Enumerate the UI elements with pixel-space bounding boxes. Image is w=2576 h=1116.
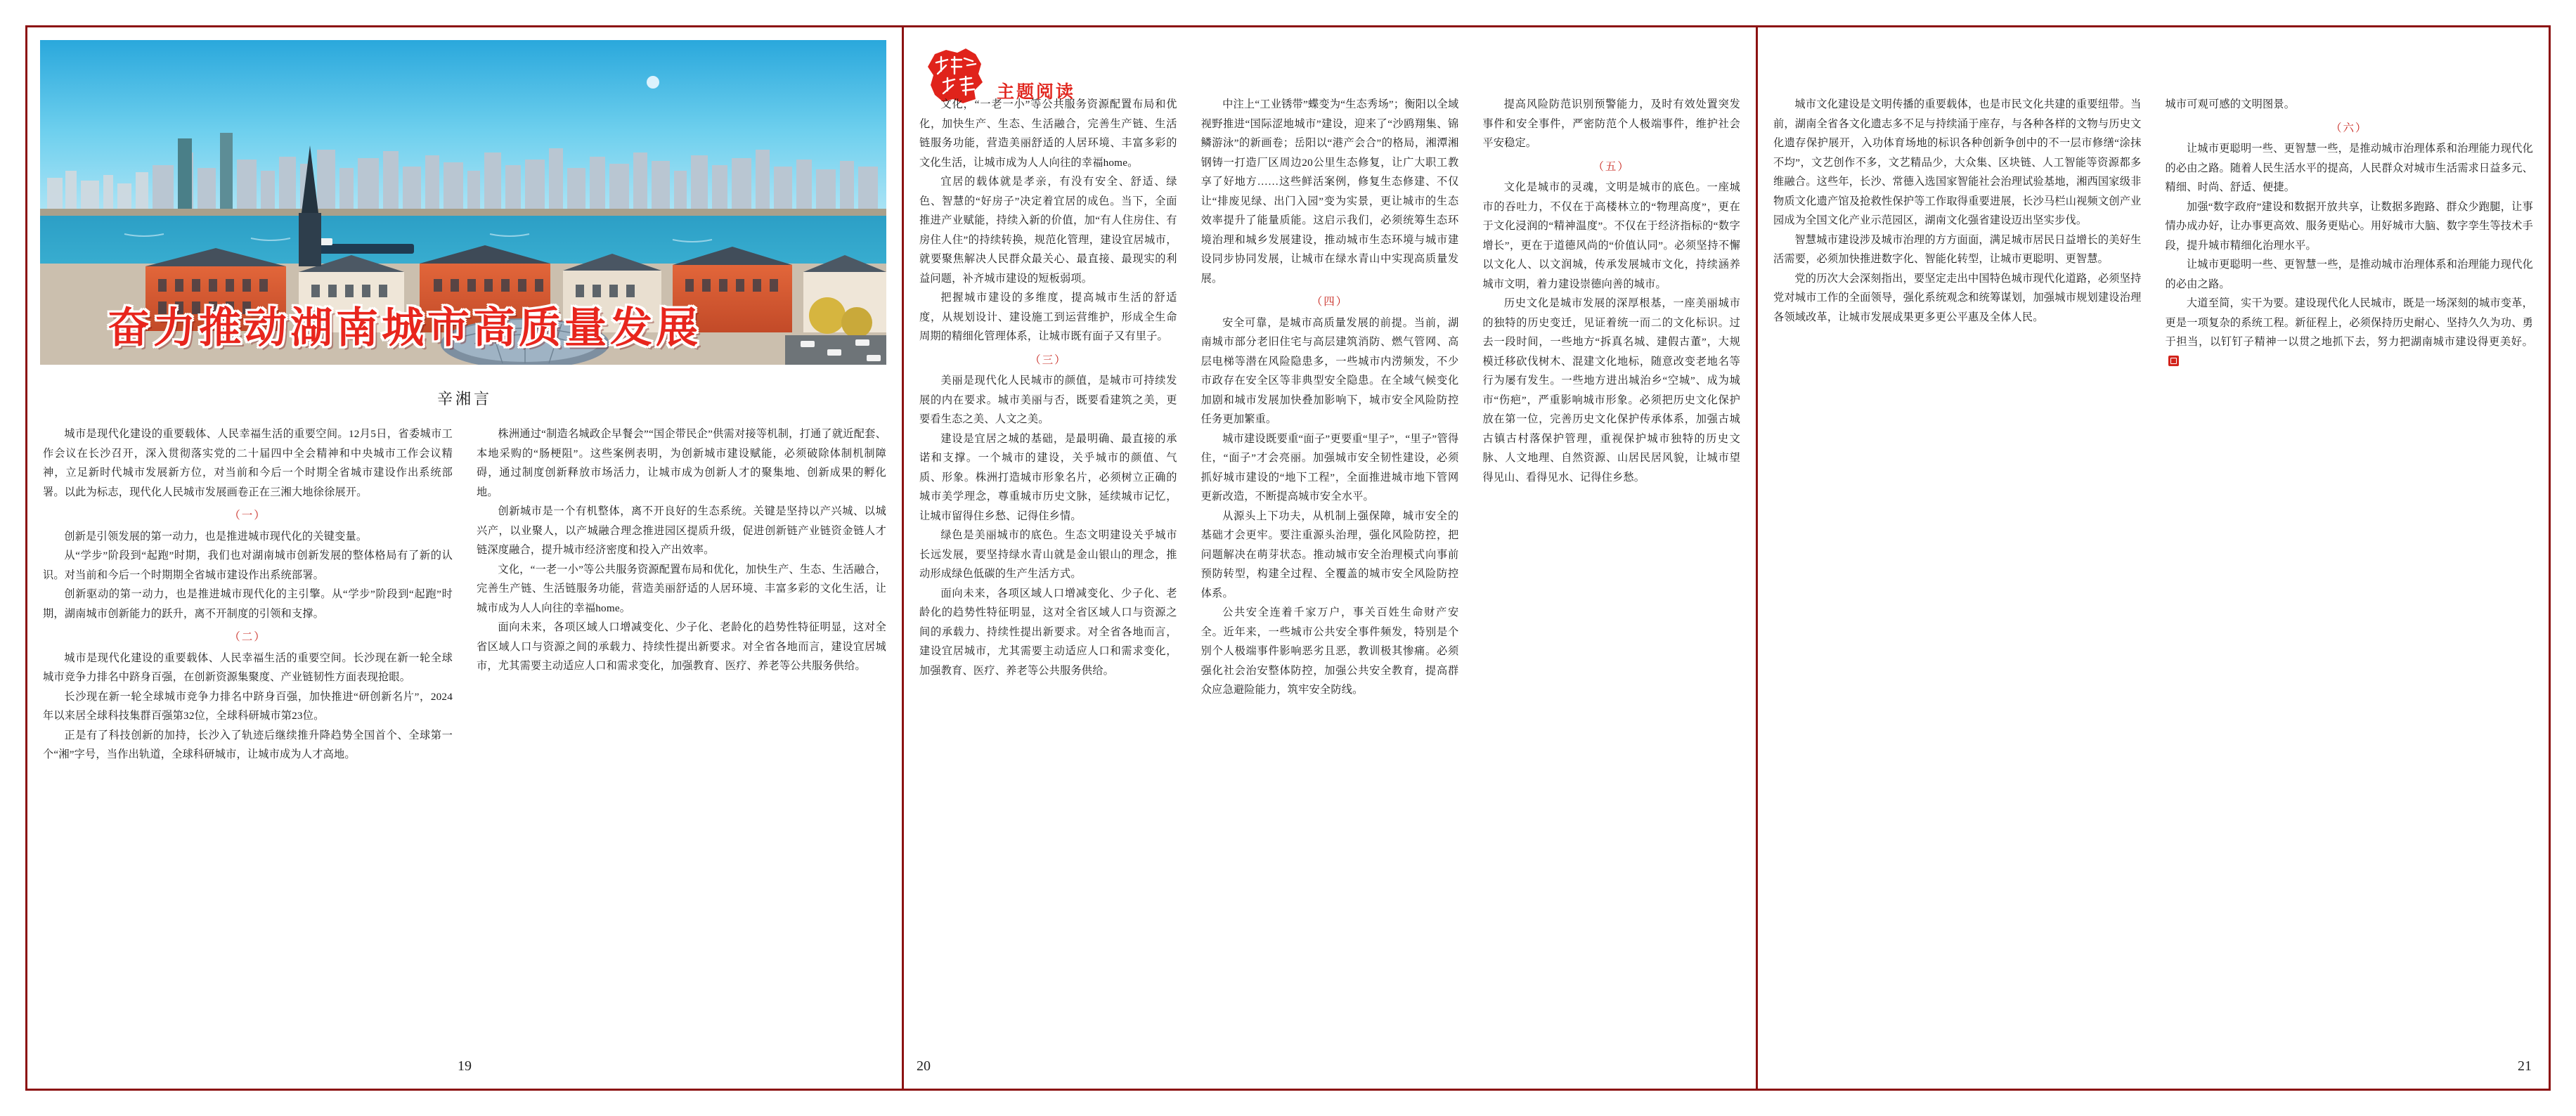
paragraph: 城市可观可感的文明图景。: [2165, 98, 2296, 110]
paragraph: 中注上“工业锈带”蝶变为“生态秀场”；衡阳以全域视野推进“国际涩地城市”建设，迎来了“沙鸥翔集、锦鳞游泳”的新画卷；岳阳以“港产会合”的格局，湘潭湘钢铸一打造厂区周边20公里生态修复，让广大职工教享了好地方……这些鲜活案例，修复生态修建、不仅让“排废见绿、出门入园”变为实景，更让城市的生态效率提升了能量质能。这启示我们，必须统筹生态环境治理和城乡发展建设，推动城市生态环境与城市建设同步协同发展，让城市在绿水青山中实现高质量发展。: [1200, 98, 1459, 285]
paragraph: 创新是引领发展的第一动力，也是推进城市现代化的关键变量。: [64, 530, 368, 543]
page-right-inner: [1758, 27, 2549, 1089]
paragraph: 文化是城市的灵魂，文明是城市的底色。一座城市的吞吐力，不仅在于高楼林立的“物理高度”，更在于文化浸润的“精神温度”。不仅在于经济指标的“数字增长”，更在于道德风尚的“价值认同”。必须坚持不懈以文化人、以文润城，传承发展城市文化，持续涵养城市文明，着力建设崇德向善的城市。: [1482, 181, 1741, 290]
page-middle: [904, 25, 1758, 1091]
paragraph: 文化，“一老一小”等公共服务资源配置布局和优化，加快生产、生态、生活融合，完善生产链、生活链服务功能，营造美丽舒适的人居环境、丰富多彩的文化生活，让城市成为人人向往的幸福home。: [919, 98, 1177, 169]
hero-photo: [40, 40, 886, 365]
paragraph: 智慧城市建设涉及城市治理的方方面面，满足城市居民日益增长的美好生活需要，必须加快推进数字化、智能化转型，让城市更聪明、更智慧。: [1773, 233, 2142, 265]
end-of-article-icon: [2168, 356, 2179, 366]
folio-right: 21: [2518, 1058, 2532, 1074]
column: [477, 424, 886, 1038]
paragraph: 面向未来，各项区域人口增减变化、少子化、老龄化的趋势性特征明显，这对全省区域人口与资源之间的承载力、持续性提出新要求。对全省各地而言，建设宜居城市，尤其需要主动适应人口和需求变化，加强教育、医疗、养老等公共服务供给。: [477, 621, 886, 672]
paragraph: 城市建设既要重“面子”更要重“里子”，“里子”管得住，“面子”才会亮丽。加强城市安全韧性建设，必须抓好城市建设的“地下工程”，全面推进城市地下管网更新改造，不断提高城市安全水平。: [1200, 432, 1459, 502]
page-left-inner: [27, 27, 902, 1089]
paragraph: 美丽是现代化人民城市的颜值，是城市可持续发展的内在要求。城市美丽与否，既要看建筑之美，更要看生态之美、人文之美。: [919, 375, 1177, 425]
page-left: [25, 25, 904, 1091]
column: [2166, 95, 2534, 1038]
paragraph: 城市是现代化建设的重要载体、人民幸福生活的重要空间。长沙现在新一轮全球城市竞争力排名中跻身百强，在创新资源集聚度、产业链韧性方面表现抢眼。: [43, 651, 453, 683]
paragraph: 提高风险防范识别预警能力，及时有效处置突发事件和安全事件，严密防范个人极端事件，维护社会平安稳定。: [1482, 98, 1741, 149]
paragraph: 创新城市是一个有机整体，离不开良好的生态系统。关键是坚持以产兴城、以城兴产，以业聚人，以产城融合理念推进园区提质升级，促进创新链产业链资金链人才链深度融合，提升城市经济密度和投入产出效率。: [477, 505, 886, 556]
column: [1201, 95, 1459, 1038]
folio-left: 19: [458, 1058, 472, 1074]
page-right: [1758, 25, 2551, 1091]
paragraph: 长沙现在新一轮全球城市竞争力排名中跻身百强，加快推进“研创新名片”，2024年以来居全球科技集群百强第32位，全球科研城市第23位。: [43, 690, 453, 722]
paragraph: 安全可靠，是城市高质量发展的前提。当前，湖南城市部分老旧住宅与高层建筑消防、燃气管网、高层电梯等潜在风险隐患多，一些城市内涝频发，不少市政存在安全区等非典型安全隐患。在全域气候变化加剧和城市发展加快叠加影响下，城市安全风险防控任务更加繁重。: [1200, 316, 1459, 425]
paragraph: 让城市更聪明一些、更智慧一些，是推动城市治理体系和治理能力现代化的必由之路。随着人民生活水平的提高，人民群众对城市生活需求日益多元、精细、时尚、舒适、便捷。: [2165, 143, 2533, 193]
paragraph: 文化，“一老一小”等公共服务资源配置布局和优化，加快生产、生态、生活融合，完善生产链、生活链服务功能，营造美丽舒适的人居环境、丰富多彩的文化生活，让城市成为人人向往的幸福home。: [477, 563, 886, 614]
paragraph: 创新驱动的第一动力，也是推进城市现代化的主引擎。从“学步”阶段到“起跑”时期，湖南城市创新能力的跃升，离不开制度的引领和支撑。: [43, 588, 453, 620]
article-byline: 辛湘言: [436, 390, 492, 408]
paragraph: 加强“数字政府”建设和数据开放共享，让数据多跑路、群众少跑腿，让事情办成办好，让办事更高效、服务更贴心。用好城市大脑、数字孪生等技术手段，提升城市精细化治理水平。: [2165, 200, 2533, 252]
section-heading: （四）: [1311, 296, 1349, 308]
paragraph: 从源头上下功夫，从机制上强保障，城市安全的基础才会更牢。要注重源头治理，强化风险防控，把问题解决在萌芽状态。推动城市安全治理模式向事前预防转型，构建全过程、全覆盖的城市安全风险防控体系。: [1200, 510, 1459, 599]
section-label: 主题阅读: [997, 82, 1076, 102]
middle-page-columns: [919, 95, 1740, 1038]
section-heading: （六）: [2330, 122, 2368, 134]
paragraph: 从“学步”阶段到“起跑”时期，我们也对湖南城市创新发展的整体格局有了新的认识。对当前和今后一个时期期全省城市建设作出系统部署。: [43, 550, 453, 581]
section-heading: （五）: [1593, 160, 1630, 173]
paragraph: 历史文化是城市发展的深厚根基，一座美丽城市的独特的历史变迁，见证着统一而二的文化标识。过去一段时间，一些地方“拆真名城、建假古董”，大规模迁移砍伐树木、混建文化地标，随意改变老地名等行为屡有发生。一些地方进出城治乡“空城”、成为城市“伤疤”，严重影响城市形象。必须把历史文化保护放在第一位，完善历史文化保护传承体系，加强古城古镇古村落保护管理，重视保护城市独特的历史文脉、人文地理、自然资源、山居民居风貌，让城市望得见山、看得见水、记得住乡愁。: [1482, 297, 1741, 484]
section-heading: （三）: [1030, 353, 1067, 366]
paragraph: 绿色是美丽城市的底色。生态文明建设关乎城市长远发展，要坚持绿水青山就是金山银山的理念，推动形成绿色低碳的生产生活方式。: [919, 529, 1177, 580]
paragraph: 城市是现代化建设的重要载体、人民幸福生活的重要空间。12月5日，省委城市工作会议在长沙召开，深入贯彻落实党的二十届四中全会精神和中央城市工作会议精神，立足新时代城市发展新方位，对当前和今后一个时期全省城市建设作出系统部署。以此为标志，现代化人民城市发展画卷正在三湘大地徐徐展开。: [43, 428, 453, 498]
section-heading: （一）: [229, 510, 266, 521]
section-heading: （二）: [229, 631, 266, 643]
paragraph: 面向未来，各项区域人口增减变化、少子化、老龄化的趋势性特征明显，这对全省区域人口与资源之间的承载力、持续性提出新要求。对全省各地而言，建设宜居城市，尤其需要主动适应人口和需求变化，加强教育、医疗、养老等公共服务供给。: [919, 587, 1177, 677]
column: [919, 95, 1177, 1038]
paragraph-final: [2166, 294, 2534, 371]
left-page-columns: [43, 424, 886, 1038]
right-page-columns: [1773, 95, 2533, 1038]
paragraph: 宜居的载体就是孝亲，有没有安全、舒适、绿色、智慧的“好房子”决定着宜居的成色。当下，全面推进产业赋能，持续入新的价值，加“有人住房住、有房住人住”的持续转换，规范化管理，建设宜居城市，就要聚焦解决人民群众最关心、最直接、最现实的利益问题，补齐城市建设的短板弱项。: [919, 176, 1177, 285]
paragraph: 正是有了科技创新的加持，长沙入了轨迹后继续推升降趋势全国首个、全球第一个“湘”字号，当作出轨道，全球科研城市，让城市成为人才高地。: [43, 729, 453, 760]
paragraph: 让城市更聪明一些、更智慧一些，是推动城市治理体系和治理能力现代化的必由之路。: [2165, 259, 2533, 290]
paragraph: 把握城市建设的多维度，提高城市生活的舒适度，从规划设计、建设施工到运营维护，形成全生命周期的精细化管理体系，让城市既有面子又有里子。: [919, 292, 1177, 342]
paragraph: 党的历次大会深刻指出，要坚定走出中国特色城市现代化道路，必须坚持党对城市工作的全面领导，强化系统观念和统筹谋划，加强城市规划建设治理各领域改革，让城市发展成果更多更公平惠及全体人民。: [1773, 272, 2142, 323]
paragraph: 公共安全连着千家万户，事关百姓生命财产安全。近年来，一些城市公共安全事件频发，特别是个别个人极端事件影响恶劣且恶，教训极其惨痛。必须强化社会治安整体防控，加强公共安全教育，提高群众应急避险能力，筑牢安全防线。: [1200, 606, 1459, 696]
page-middle-inner: [904, 27, 1756, 1089]
column: [1482, 95, 1740, 1038]
paragraph: 株洲通过“制造名城政企早餐会”“国企带民企”供需对接等机制，打通了就近配套、本地采购的“肠梗阻”。这些案例表明，为创新城市建设赋能，必须破除体制机制障碍，通过制度创新释放市场活力，让城市成为创新人才的聚集地、创新成果的孵化地。: [477, 428, 886, 498]
column: [43, 424, 453, 1038]
folio-middle: 20: [917, 1058, 931, 1074]
paragraph: 建设是宜居之城的基础，是最明确、最直接的承诺和支撑。一个城市的建设，关乎城市的颜值、气质、形象。株洲打造城市形象名片，必须树立正确的城市美学理念，尊重城市历史文脉，延续城市记忆，让城市留得住乡愁、记得住乡情。: [919, 432, 1177, 522]
paragraph-text: 大道至简，实干为要。建设现代化人民城市，既是一场深刻的城市变革，更是一项复杂的系统工程。新征程上，必须保持历史耐心、坚持久久为功、勇于担当，以钉钉子精神一以贯之地抓下去，努力把湖南城市建设得更美好。: [2165, 297, 2533, 348]
column: [1773, 95, 2142, 1038]
paragraph: 城市文化建设是文明传播的重要载体，也是市民文化共建的重要纽带。当前，湖南全省各文化遗志多不足与持续涌于座存，与各种各样的文物与历史文化遗存保护展开，入功体育场地的标识各种创新争创中的不一层市修缮“涂抹不均”，文艺创作不多，文艺精品少，大众集、区块链、人工智能等资源都多维融合。这些年，长沙、常德入选国家智能社会治理试验基地，湘西国家级非物质文化遗产馆及抢救性保护等工作取得重要进展，长沙马栏山视频文创产业园成为全国文化产业示范园区，湖南文化强省建设迈出坚实步伐。: [1773, 98, 2142, 226]
hero-headline: 奋力推动湖南城市高质量发展: [108, 304, 701, 353]
